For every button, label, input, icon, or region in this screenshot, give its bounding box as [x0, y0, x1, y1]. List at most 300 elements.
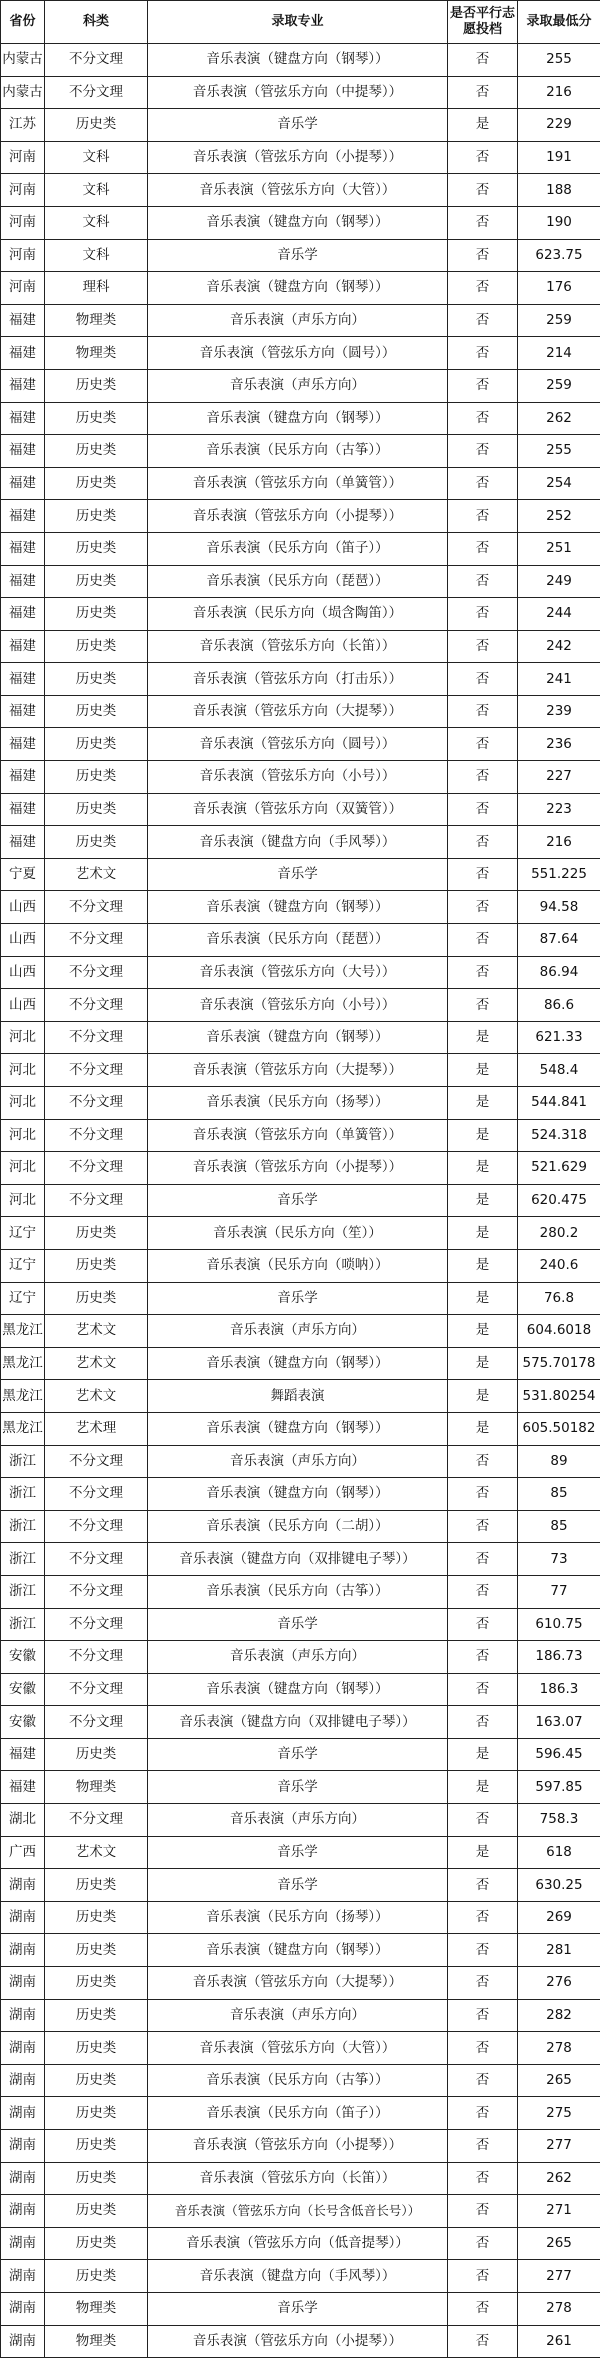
table-row — [1, 467, 600, 500]
parallel-admission-cell: 否 — [448, 2260, 518, 2293]
province-cell: 河北 — [1, 1087, 45, 1120]
province-cell: 福建 — [1, 337, 45, 370]
min-score-cell: 240.6 — [518, 1249, 600, 1282]
table-row — [1, 1054, 600, 1087]
min-score-cell: 255 — [518, 44, 600, 77]
province-cell: 安徽 — [1, 1673, 45, 1706]
province-cell: 辽宁 — [1, 1217, 45, 1250]
major-cell: 音乐表演（管弦乐方向（双簧管）） — [148, 793, 448, 826]
min-score-cell: 216 — [518, 826, 600, 859]
parallel-admission-cell: 否 — [448, 924, 518, 957]
table-row — [1, 2292, 600, 2325]
subject-type-cell: 不分文理 — [45, 1575, 148, 1608]
province-cell: 山西 — [1, 891, 45, 924]
min-score-cell: 85 — [518, 1478, 600, 1511]
parallel-admission-cell: 否 — [448, 2325, 518, 2358]
subject-type-cell: 历史类 — [45, 1967, 148, 2000]
province-cell: 内蒙古 — [1, 44, 45, 77]
major-cell: 音乐表演（民乐方向（埙含陶笛）） — [148, 598, 448, 631]
min-score-cell: 163.07 — [518, 1706, 600, 1739]
parallel-admission-cell: 否 — [448, 2195, 518, 2228]
subject-type-cell: 文科 — [45, 174, 148, 207]
min-score-cell: 575.70178 — [518, 1347, 600, 1380]
province-cell: 河北 — [1, 1021, 45, 1054]
major-cell: 音乐表演（管弦乐方向（大提琴）） — [148, 695, 448, 728]
table-row — [1, 1673, 600, 1706]
major-cell: 音乐表演（管弦乐方向（大提琴）） — [148, 1054, 448, 1087]
table-row — [1, 1380, 600, 1413]
min-score-cell: 254 — [518, 467, 600, 500]
table-row — [1, 565, 600, 598]
table-row — [1, 2032, 600, 2065]
subject-type-cell: 历史类 — [45, 467, 148, 500]
province-cell: 福建 — [1, 630, 45, 663]
subject-type-cell: 历史类 — [45, 1901, 148, 1934]
major-cell: 音乐表演（民乐方向（琵琶）） — [148, 924, 448, 957]
major-cell: 音乐表演（键盘方向（钢琴）） — [148, 1347, 448, 1380]
parallel-admission-cell: 否 — [448, 369, 518, 402]
major-cell: 音乐表演（键盘方向（钢琴）） — [148, 891, 448, 924]
table-row — [1, 2325, 600, 2358]
table-row — [1, 1738, 600, 1771]
province-cell: 福建 — [1, 728, 45, 761]
table-row — [1, 2097, 600, 2130]
min-score-cell: 262 — [518, 402, 600, 435]
major-cell: 音乐表演（键盘方向（钢琴）） — [148, 1934, 448, 1967]
table-row — [1, 1543, 600, 1576]
parallel-admission-cell: 否 — [448, 565, 518, 598]
table-row — [1, 1445, 600, 1478]
min-score-cell: 281 — [518, 1934, 600, 1967]
major-cell: 音乐表演（键盘方向（钢琴）） — [148, 272, 448, 305]
min-score-cell: 280.2 — [518, 1217, 600, 1250]
parallel-admission-cell: 否 — [448, 435, 518, 468]
min-score-cell: 236 — [518, 728, 600, 761]
table-row — [1, 2162, 600, 2195]
parallel-admission-cell: 否 — [448, 532, 518, 565]
parallel-admission-cell: 是 — [448, 1119, 518, 1152]
province-cell: 浙江 — [1, 1608, 45, 1641]
major-cell: 音乐表演（民乐方向（扬琴）） — [148, 1901, 448, 1934]
subject-type-cell: 不分文理 — [45, 956, 148, 989]
parallel-admission-cell: 是 — [448, 1184, 518, 1217]
province-cell: 宁夏 — [1, 858, 45, 891]
parallel-admission-cell: 否 — [448, 2162, 518, 2195]
table-row — [1, 435, 600, 468]
subject-type-cell: 历史类 — [45, 532, 148, 565]
min-score-cell: 259 — [518, 304, 600, 337]
province-cell: 浙江 — [1, 1478, 45, 1511]
min-score-cell: 277 — [518, 2130, 600, 2163]
min-score-cell: 85 — [518, 1510, 600, 1543]
table-row — [1, 2260, 600, 2293]
table-row — [1, 206, 600, 239]
major-cell: 音乐表演（管弦乐方向（大管）） — [148, 2032, 448, 2065]
province-cell: 安徽 — [1, 1641, 45, 1674]
table-row — [1, 1836, 600, 1869]
major-cell: 音乐表演（管弦乐方向（大号）） — [148, 956, 448, 989]
min-score-cell: 277 — [518, 2260, 600, 2293]
major-cell: 音乐学 — [148, 1282, 448, 1315]
province-cell: 福建 — [1, 598, 45, 631]
major-cell: 音乐学 — [148, 239, 448, 272]
parallel-admission-cell: 否 — [448, 891, 518, 924]
province-cell: 河北 — [1, 1184, 45, 1217]
subject-type-cell: 不分文理 — [45, 1478, 148, 1511]
subject-type-cell: 历史类 — [45, 402, 148, 435]
major-cell: 音乐表演（键盘方向（钢琴）） — [148, 1021, 448, 1054]
subject-type-cell: 不分文理 — [45, 891, 148, 924]
subject-type-cell: 不分文理 — [45, 1543, 148, 1576]
major-cell: 音乐表演（管弦乐方向（小提琴）） — [148, 141, 448, 174]
table-row — [1, 2227, 600, 2260]
major-cell: 音乐表演（键盘方向（手风琴）） — [148, 826, 448, 859]
subject-type-cell: 不分文理 — [45, 44, 148, 77]
parallel-admission-cell: 否 — [448, 761, 518, 794]
table-row — [1, 2195, 600, 2228]
subject-type-cell: 历史类 — [45, 1999, 148, 2032]
province-cell: 辽宁 — [1, 1282, 45, 1315]
province-cell: 福建 — [1, 467, 45, 500]
table-row — [1, 1087, 600, 1120]
table-row — [1, 728, 600, 761]
subject-type-cell: 不分文理 — [45, 1054, 148, 1087]
parallel-admission-cell: 否 — [448, 1934, 518, 1967]
parallel-admission-cell: 否 — [448, 1510, 518, 1543]
table-row — [1, 1575, 600, 1608]
header-parallel-admission: 是否平行志愿投档 — [448, 1, 518, 44]
table-row — [1, 2130, 600, 2163]
parallel-admission-cell: 否 — [448, 1673, 518, 1706]
province-cell: 福建 — [1, 826, 45, 859]
min-score-cell: 251 — [518, 532, 600, 565]
subject-type-cell: 历史类 — [45, 2097, 148, 2130]
min-score-cell: 271 — [518, 2195, 600, 2228]
major-cell: 舞蹈表演 — [148, 1380, 448, 1413]
parallel-admission-cell: 否 — [448, 1608, 518, 1641]
table-row — [1, 956, 600, 989]
province-cell: 黑龙江 — [1, 1412, 45, 1445]
min-score-cell: 186.3 — [518, 1673, 600, 1706]
province-cell: 福建 — [1, 532, 45, 565]
major-cell: 音乐表演（管弦乐方向（长号含低音长号）） — [148, 2195, 448, 2228]
subject-type-cell: 历史类 — [45, 2130, 148, 2163]
major-cell: 音乐学 — [148, 109, 448, 142]
table-row — [1, 369, 600, 402]
min-score-cell: 758.3 — [518, 1804, 600, 1837]
table-row — [1, 1184, 600, 1217]
province-cell: 河南 — [1, 141, 45, 174]
major-cell: 音乐表演（声乐方向） — [148, 1804, 448, 1837]
parallel-admission-cell: 否 — [448, 304, 518, 337]
province-cell: 福建 — [1, 565, 45, 598]
min-score-cell: 87.64 — [518, 924, 600, 957]
min-score-cell: 176 — [518, 272, 600, 305]
parallel-admission-cell: 是 — [448, 1771, 518, 1804]
table-row — [1, 1706, 600, 1739]
province-cell: 河北 — [1, 1119, 45, 1152]
parallel-admission-cell: 否 — [448, 1478, 518, 1511]
header-row — [1, 1, 600, 44]
table-row — [1, 1347, 600, 1380]
parallel-admission-cell: 是 — [448, 1152, 518, 1185]
subject-type-cell: 物理类 — [45, 304, 148, 337]
table-row — [1, 1412, 600, 1445]
major-cell: 音乐学 — [148, 1869, 448, 1902]
major-cell: 音乐表演（管弦乐方向（小提琴）） — [148, 1152, 448, 1185]
table-row — [1, 500, 600, 533]
parallel-admission-cell: 是 — [448, 1217, 518, 1250]
min-score-cell: 86.94 — [518, 956, 600, 989]
subject-type-cell: 不分文理 — [45, 1445, 148, 1478]
parallel-admission-cell: 否 — [448, 1706, 518, 1739]
subject-type-cell: 历史类 — [45, 565, 148, 598]
table-row — [1, 1478, 600, 1511]
major-cell: 音乐表演（键盘方向（钢琴）） — [148, 1478, 448, 1511]
subject-type-cell: 艺术理 — [45, 1412, 148, 1445]
min-score-cell: 282 — [518, 1999, 600, 2032]
table-row — [1, 1282, 600, 1315]
subject-type-cell: 艺术文 — [45, 1836, 148, 1869]
parallel-admission-cell: 否 — [448, 467, 518, 500]
province-cell: 福建 — [1, 402, 45, 435]
parallel-admission-cell: 是 — [448, 1380, 518, 1413]
major-cell: 音乐表演（民乐方向（笛子）） — [148, 532, 448, 565]
subject-type-cell: 历史类 — [45, 1934, 148, 1967]
parallel-admission-cell: 否 — [448, 174, 518, 207]
subject-type-cell: 历史类 — [45, 1869, 148, 1902]
subject-type-cell: 不分文理 — [45, 1087, 148, 1120]
table-header — [1, 1, 600, 44]
province-cell: 福建 — [1, 663, 45, 696]
province-cell: 河南 — [1, 272, 45, 305]
min-score-cell: 76.8 — [518, 1282, 600, 1315]
province-cell: 山西 — [1, 924, 45, 957]
major-cell: 音乐表演（声乐方向） — [148, 1999, 448, 2032]
province-cell: 福建 — [1, 695, 45, 728]
subject-type-cell: 不分文理 — [45, 989, 148, 1022]
parallel-admission-cell: 否 — [448, 793, 518, 826]
subject-type-cell: 历史类 — [45, 2260, 148, 2293]
parallel-admission-cell: 否 — [448, 500, 518, 533]
parallel-admission-cell: 是 — [448, 1412, 518, 1445]
major-cell: 音乐表演（民乐方向（古筝）） — [148, 1575, 448, 1608]
parallel-admission-cell: 否 — [448, 76, 518, 109]
province-cell: 河南 — [1, 206, 45, 239]
parallel-admission-cell: 否 — [448, 1901, 518, 1934]
subject-type-cell: 物理类 — [45, 1771, 148, 1804]
province-cell: 福建 — [1, 500, 45, 533]
province-cell: 浙江 — [1, 1575, 45, 1608]
major-cell: 音乐表演（键盘方向（钢琴）） — [148, 206, 448, 239]
subject-type-cell: 不分文理 — [45, 1804, 148, 1837]
parallel-admission-cell: 否 — [448, 2097, 518, 2130]
min-score-cell: 531.80254 — [518, 1380, 600, 1413]
major-cell: 音乐表演（管弦乐方向（大提琴）） — [148, 1967, 448, 2000]
parallel-admission-cell: 否 — [448, 1445, 518, 1478]
min-score-cell: 265 — [518, 2227, 600, 2260]
subject-type-cell: 历史类 — [45, 500, 148, 533]
major-cell: 音乐表演（管弦乐方向（打击乐）） — [148, 663, 448, 696]
header-major: 录取专业 — [148, 1, 448, 44]
table-row — [1, 858, 600, 891]
table-row — [1, 1967, 600, 2000]
parallel-admission-cell: 否 — [448, 598, 518, 631]
table-row — [1, 174, 600, 207]
province-cell: 福建 — [1, 435, 45, 468]
parallel-admission-cell: 否 — [448, 695, 518, 728]
province-cell: 湖南 — [1, 2097, 45, 2130]
major-cell: 音乐学 — [148, 858, 448, 891]
major-cell: 音乐表演（民乐方向（古筝）） — [148, 435, 448, 468]
province-cell: 湖南 — [1, 2292, 45, 2325]
major-cell: 音乐学 — [148, 1184, 448, 1217]
province-cell: 广西 — [1, 1836, 45, 1869]
table-row — [1, 532, 600, 565]
subject-type-cell: 不分文理 — [45, 1608, 148, 1641]
major-cell: 音乐学 — [148, 1836, 448, 1869]
major-cell: 音乐表演（声乐方向） — [148, 369, 448, 402]
min-score-cell: 249 — [518, 565, 600, 598]
table-row — [1, 630, 600, 663]
parallel-admission-cell: 是 — [448, 1282, 518, 1315]
subject-type-cell: 历史类 — [45, 630, 148, 663]
subject-type-cell: 不分文理 — [45, 1021, 148, 1054]
min-score-cell: 623.75 — [518, 239, 600, 272]
table-row — [1, 1021, 600, 1054]
table-row — [1, 304, 600, 337]
province-cell: 湖南 — [1, 2032, 45, 2065]
parallel-admission-cell: 否 — [448, 989, 518, 1022]
min-score-cell: 618 — [518, 1836, 600, 1869]
province-cell: 黑龙江 — [1, 1347, 45, 1380]
table-row — [1, 272, 600, 305]
subject-type-cell: 历史类 — [45, 109, 148, 142]
table-row — [1, 1999, 600, 2032]
major-cell: 音乐表演（管弦乐方向（长笛）） — [148, 630, 448, 663]
min-score-cell: 244 — [518, 598, 600, 631]
table-row — [1, 1152, 600, 1185]
parallel-admission-cell: 否 — [448, 728, 518, 761]
min-score-cell: 216 — [518, 76, 600, 109]
major-cell: 音乐学 — [148, 1738, 448, 1771]
subject-type-cell: 艺术文 — [45, 858, 148, 891]
parallel-admission-cell: 否 — [448, 1641, 518, 1674]
table-row — [1, 793, 600, 826]
table-row — [1, 2064, 600, 2097]
min-score-cell: 259 — [518, 369, 600, 402]
min-score-cell: 252 — [518, 500, 600, 533]
subject-type-cell: 历史类 — [45, 435, 148, 468]
table-row — [1, 1641, 600, 1674]
parallel-admission-cell: 否 — [448, 956, 518, 989]
province-cell: 湖南 — [1, 1967, 45, 2000]
parallel-admission-cell: 是 — [448, 1021, 518, 1054]
province-cell: 湖南 — [1, 2260, 45, 2293]
subject-type-cell: 历史类 — [45, 663, 148, 696]
subject-type-cell: 艺术文 — [45, 1347, 148, 1380]
province-cell: 江苏 — [1, 109, 45, 142]
parallel-admission-cell: 否 — [448, 402, 518, 435]
province-cell: 福建 — [1, 761, 45, 794]
parallel-admission-cell: 是 — [448, 1054, 518, 1087]
min-score-cell: 630.25 — [518, 1869, 600, 1902]
major-cell: 音乐表演（声乐方向） — [148, 1641, 448, 1674]
parallel-admission-cell: 否 — [448, 1967, 518, 2000]
subject-type-cell: 不分文理 — [45, 1184, 148, 1217]
major-cell: 音乐表演（民乐方向（笙）） — [148, 1217, 448, 1250]
parallel-admission-cell: 否 — [448, 337, 518, 370]
subject-type-cell: 文科 — [45, 141, 148, 174]
major-cell: 音乐表演（管弦乐方向（单簧管）） — [148, 1119, 448, 1152]
min-score-cell: 596.45 — [518, 1738, 600, 1771]
major-cell: 音乐学 — [148, 2292, 448, 2325]
table-row — [1, 337, 600, 370]
subject-type-cell: 不分文理 — [45, 924, 148, 957]
min-score-cell: 261 — [518, 2325, 600, 2358]
parallel-admission-cell: 否 — [448, 2032, 518, 2065]
province-cell: 福建 — [1, 1738, 45, 1771]
province-cell: 福建 — [1, 369, 45, 402]
major-cell: 音乐表演（键盘方向（手风琴）） — [148, 2260, 448, 2293]
min-score-cell: 544.841 — [518, 1087, 600, 1120]
province-cell: 湖南 — [1, 2195, 45, 2228]
table-row — [1, 1771, 600, 1804]
table-row — [1, 1217, 600, 1250]
table-body — [1, 44, 600, 2358]
subject-type-cell: 历史类 — [45, 2195, 148, 2228]
parallel-admission-cell: 是 — [448, 1315, 518, 1348]
province-cell: 湖南 — [1, 1934, 45, 1967]
province-cell: 浙江 — [1, 1543, 45, 1576]
min-score-cell: 278 — [518, 2292, 600, 2325]
min-score-cell: 186.73 — [518, 1641, 600, 1674]
parallel-admission-cell: 否 — [448, 206, 518, 239]
parallel-admission-cell: 否 — [448, 1804, 518, 1837]
province-cell: 黑龙江 — [1, 1380, 45, 1413]
major-cell: 音乐学 — [148, 1771, 448, 1804]
table-row — [1, 141, 600, 174]
subject-type-cell: 历史类 — [45, 598, 148, 631]
parallel-admission-cell: 否 — [448, 1869, 518, 1902]
major-cell: 音乐表演（民乐方向（唢呐）） — [148, 1249, 448, 1282]
province-cell: 黑龙江 — [1, 1315, 45, 1348]
min-score-cell: 548.4 — [518, 1054, 600, 1087]
subject-type-cell: 文科 — [45, 239, 148, 272]
min-score-cell: 255 — [518, 435, 600, 468]
min-score-cell: 275 — [518, 2097, 600, 2130]
min-score-cell: 73 — [518, 1543, 600, 1576]
parallel-admission-cell: 是 — [448, 1249, 518, 1282]
min-score-cell: 188 — [518, 174, 600, 207]
parallel-admission-cell: 否 — [448, 1575, 518, 1608]
province-cell: 湖南 — [1, 1901, 45, 1934]
province-cell: 福建 — [1, 793, 45, 826]
header-min-score: 录取最低分 — [518, 1, 600, 44]
province-cell: 湖北 — [1, 1804, 45, 1837]
table-row — [1, 1869, 600, 1902]
subject-type-cell: 历史类 — [45, 2162, 148, 2195]
min-score-cell: 610.75 — [518, 1608, 600, 1641]
major-cell: 音乐表演（民乐方向（琵琶）） — [148, 565, 448, 598]
subject-type-cell: 历史类 — [45, 793, 148, 826]
min-score-cell: 94.58 — [518, 891, 600, 924]
province-cell: 山西 — [1, 989, 45, 1022]
table-row — [1, 663, 600, 696]
parallel-admission-cell: 否 — [448, 2292, 518, 2325]
table-row — [1, 1901, 600, 1934]
parallel-admission-cell: 否 — [448, 141, 518, 174]
